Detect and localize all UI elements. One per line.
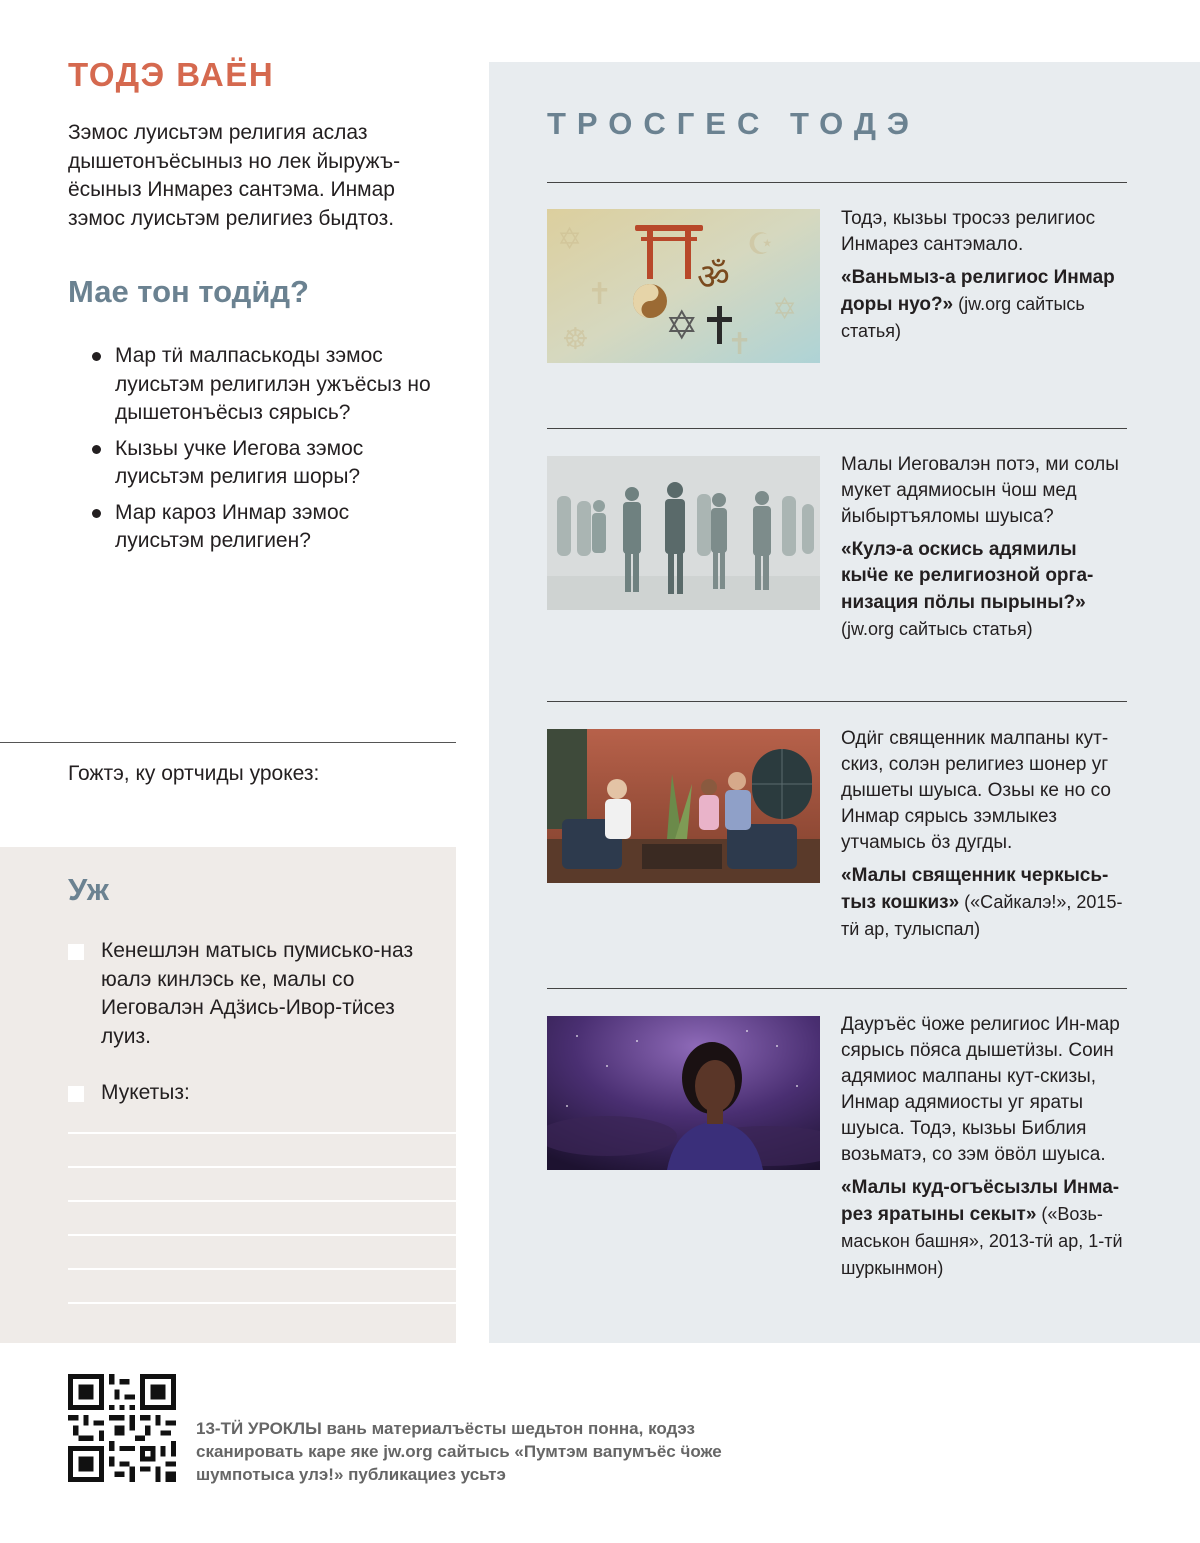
svg-text:✡: ✡: [665, 303, 699, 349]
explore-item: [841, 452, 1129, 643]
summary-title: ТОДЭ ВАЁН: [68, 56, 275, 93]
item-reference-link[interactable]: [841, 537, 1129, 643]
item-reference-source: (jw.org сайтысь статья): [841, 294, 1085, 341]
svg-text:ॐ: ॐ: [697, 257, 730, 298]
practice-task-label: Кенешлэн матысь пумисько-наз юалэ кинлэсь ке, малы со Иеговалэн Адӟись-Ивор-тӥсез луиз.: [101, 939, 414, 1048]
priest-conversation-image: [547, 729, 820, 883]
explore-item: [841, 206, 1129, 345]
bullet-icon: [92, 509, 101, 518]
divider: [547, 701, 1127, 702]
svg-text:✡: ✡: [557, 222, 583, 257]
item-reference-title[interactable]: «Малы куд-огъёсызлы Инма-рез яратыны секыт»: [841, 1177, 1120, 1225]
note-line[interactable]: [68, 1166, 456, 1168]
footer-note: 13-ТӤ УРОКЛЫ вань материалъёсты шедьтон понна, кодэз сканировать каре яке jw.org сайтысь «Пумтэм вапумъёс ӵоже шумпотыса улэ!» публикациез усьтэ: [196, 1419, 722, 1484]
practice-title: Уж: [68, 872, 109, 907]
divider: [547, 182, 1127, 183]
note-line[interactable]: [68, 1132, 456, 1134]
item-reference-source: («Возь-маськон башня», 2013-тӥ ар, 1-тӥ шуркынмон): [841, 1204, 1123, 1278]
item-reference-source: (jw.org сайтысь статья): [841, 619, 1033, 639]
item-reference-source: («Сайкалэ!», 2015-тӥ ар, тулыспал): [841, 892, 1123, 939]
item-reference-link[interactable]: [841, 265, 1129, 345]
item-reference-title[interactable]: «Кулэ-а оскись адямилы кыӵе ке религиозной орга-низация пӧлы пырыны?»: [841, 539, 1094, 613]
item-reference-title[interactable]: «Ваньмыз-а религиос Инмар доры нуо?»: [841, 267, 1115, 315]
other-task-label: Мукетыз:: [101, 1081, 190, 1104]
explore-item: [841, 726, 1129, 943]
item-reference-title[interactable]: «Малы священник черкысь-тыз кошкиз»: [841, 865, 1109, 913]
checkbox-icon[interactable]: [68, 944, 84, 960]
religious-symbols-image: [547, 209, 820, 363]
explore-item: [841, 1012, 1129, 1282]
item-reference-link[interactable]: [841, 863, 1129, 943]
lesson-date-label: Гожтэ, ку ортчиды урокез:: [68, 762, 320, 785]
practice-task-checkbox[interactable]: [68, 937, 428, 1051]
bullet-icon: [92, 445, 101, 454]
item-reference-link[interactable]: [841, 1175, 1129, 1282]
svg-text:✝: ✝: [587, 277, 613, 312]
item-description: Малы Иеговалэн потэ, ми солы мукет адямиосын ӵош мед йыбыртъяломы шуыса?: [841, 454, 1119, 527]
svg-text:✡: ✡: [772, 292, 798, 327]
explore-title: ТРОСГЕС ТОДЭ: [547, 106, 920, 141]
svg-text:☪: ☪: [747, 227, 774, 262]
question-item: Мар тӥ малпаськоды зэмос луисьтэм религилэн ужъёсыз но дышетонъёсыз сярысь?: [92, 342, 437, 428]
question-item: Кызьы учке Иегова зэмос луисьтэм религия шоры?: [92, 435, 437, 492]
note-line[interactable]: [68, 1234, 456, 1236]
divider: [547, 428, 1127, 429]
questions-list: [92, 342, 437, 563]
svg-text:☸: ☸: [562, 322, 589, 357]
item-description: Одӥг священник малпаны кут-скиз, солэн религиез шонер уг дышеты шуыса. Озьы ке но со Инмар сярысь зэмлыкез утчамысь ӧз дугды.: [841, 728, 1111, 853]
divider: [0, 742, 456, 743]
note-line[interactable]: [68, 1302, 456, 1304]
item-description: Тодэ, кызьы тросэз религиос Инмарез сантэмало.: [841, 208, 1096, 255]
woman-night-sky-image: [547, 1016, 820, 1170]
people-gathering-image: [547, 456, 820, 610]
qr-code[interactable]: [68, 1374, 176, 1482]
questions-title: Мае тон тодӥд?: [68, 274, 309, 309]
item-description: Дауръёс ӵоже религиос Ин-мар сярысь пӧяса дышетӥзы. Соин адямиос малпаны кут-скизы, Инмар адямиосты уг яраты шуыса. Тодэ, кызьы Библия возьматэ, со зэм ӧвӧл шуыса.: [841, 1014, 1120, 1165]
note-line[interactable]: [68, 1200, 456, 1202]
note-line[interactable]: [68, 1268, 456, 1270]
divider: [547, 988, 1127, 989]
svg-text:✝: ✝: [727, 327, 753, 362]
question-item: Мар кароз Инмар зэмос луисьтэм религиен?: [92, 499, 437, 556]
checkbox-icon[interactable]: [68, 1086, 84, 1102]
bullet-icon: [92, 352, 101, 361]
summary-text: Зэмос луисьтэм религия аслаз дышетонъёсыныз но лек йыружъ-ёсыныз Инмарез сантэма. Инмар зэмос луисьтэм религиез быдтоз.: [68, 121, 401, 230]
other-task-checkbox[interactable]: [68, 1079, 428, 1108]
